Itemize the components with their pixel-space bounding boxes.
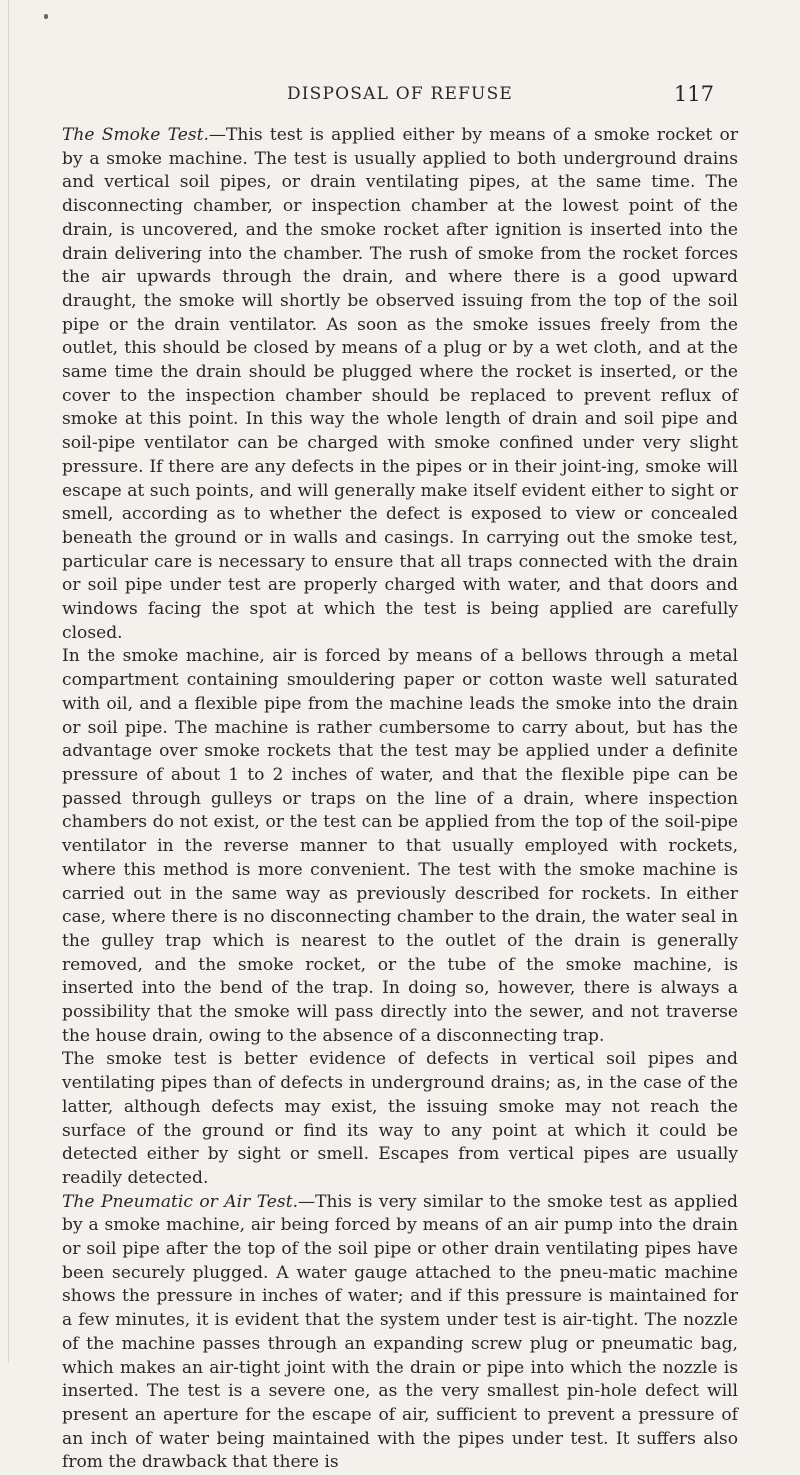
paragraph-smoke-test — [62, 124, 738, 645]
running-head: DISPOSAL OF REFUSE — [286, 84, 514, 104]
paragraph-text: —This test is applied either by means of a smoke rocket or by a smoke machine. The test is usually applied to both underground drains and vertical soil pipes, or drain ventilating pipes, at the same time. The disconnecting chamber, or inspection chamber at the lowest point of the drain, is uncovered, and the smoke rocket after ignition is inserted into the drain delivering into the chamber. The rush of smoke from the rocket forces the air upwards through the drain, and where there is a good upward draught, the smoke will shortly be observed issuing from the top of the soil pipe or the drain ventilator. As soon as the smoke issues freely from the outlet, this should be closed by means of a plug or by a wet cloth, and at the same time the drain should be plugged where the rocket is inserted, or the cover to the inspection chamber should be replaced to prevent reflux of smoke at this point. In this way the whole length of drain and soil pipe and soil-pipe ventilator can be charged with smoke confined under very slight pressure. If there are any defects in the pipes or in their joint-ing, smoke will escape at such points, and will generally make itself evident either to sight or smell, according as to whether the defect is exposed to view or concealed beneath the ground or in walls and casings. In carrying out the smoke test, particular care is necessary to ensure that all traps connected with the drain or soil pipe under test are properly charged with water, and that doors and windows facing the spot at which the test is being applied are carefully closed. — [62, 125, 738, 643]
section-heading-pneumatic-test: The Pneumatic or Air Test. — [62, 1191, 299, 1212]
paragraph-text: In the smoke machine, air is forced by means of a bellows through a metal compartment containing smouldering paper or cotton waste well saturated with oil, and a flexible pipe from the machine leads the smoke into the drain or soil pipe. The machine is rather cumbersome to carry about, but has the advantage over smoke rockets that the test may be applied under a definite pressure of about 1 to 2 inches of water, and that the flexible pipe can be passed through gulleys or traps on the line of a drain, where inspection chambers do not exist, or the test can be applied from the top of the soil-pipe ventilator in the reverse manner to that usually employed with rockets, where this method is more convenient. The test with the smoke machine is carried out in the same way as previously described for rockets. In either case, where there is no disconnecting chamber to the drain, the water seal in the gulley trap which is nearest to the outlet of the drain is generally removed, and the smoke rocket, or the tube of the smoke machine, is inserted into the bend of the trap. In doing so, however, there is always a possibility that the smoke will pass directly into the sewer, and not traverse the house drain, owing to the absence of a disconnecting trap. — [62, 646, 738, 1046]
body-text — [62, 124, 738, 1475]
paragraph-text: The smoke test is better evidence of defects in vertical soil pipes and ventilating pipes than of defects in underground drains; as, in the case of the latter, although defects may exist, the issuing smoke may not reach the surface of the ground or find its way to any point at which it could be detected either by sight or smell. Escapes from vertical pipes are usually readily detected. — [62, 1049, 738, 1188]
paragraph-smoke-machine — [62, 645, 738, 1048]
paragraph-text: —This is very similar to the smoke test as applied by a smoke machine, air being forced by means of an air pump into the drain or soil pipe after the top of the soil pipe or other drain ventilating pipes have been securely plugged. A water gauge attached to the pneu-matic machine shows the pressure in inches of water; and if this pressure is maintained for a few minutes, it is evident that the system under test is air-tight. The nozzle of the machine passes through an expanding screw plug or pneumatic bag, which makes an air-tight joint with the drain or pipe into which the nozzle is inserted. The test is a severe one, as the very smallest pin-hole defect will present an aperture for the escape of air, sufficient to prevent a pressure of an inch of water being maintained with the pipes under test. It suffers also from the drawback that there is — [62, 1191, 739, 1473]
page-header — [0, 82, 800, 112]
page-edge-shadow — [8, 0, 9, 1363]
paragraph-pneumatic-test — [62, 1191, 738, 1475]
print-speck — [44, 14, 48, 19]
page-number: 117 — [673, 82, 714, 106]
section-heading-smoke-test: The Smoke Test. — [62, 125, 209, 145]
paragraph-smoke-evidence — [62, 1048, 738, 1190]
